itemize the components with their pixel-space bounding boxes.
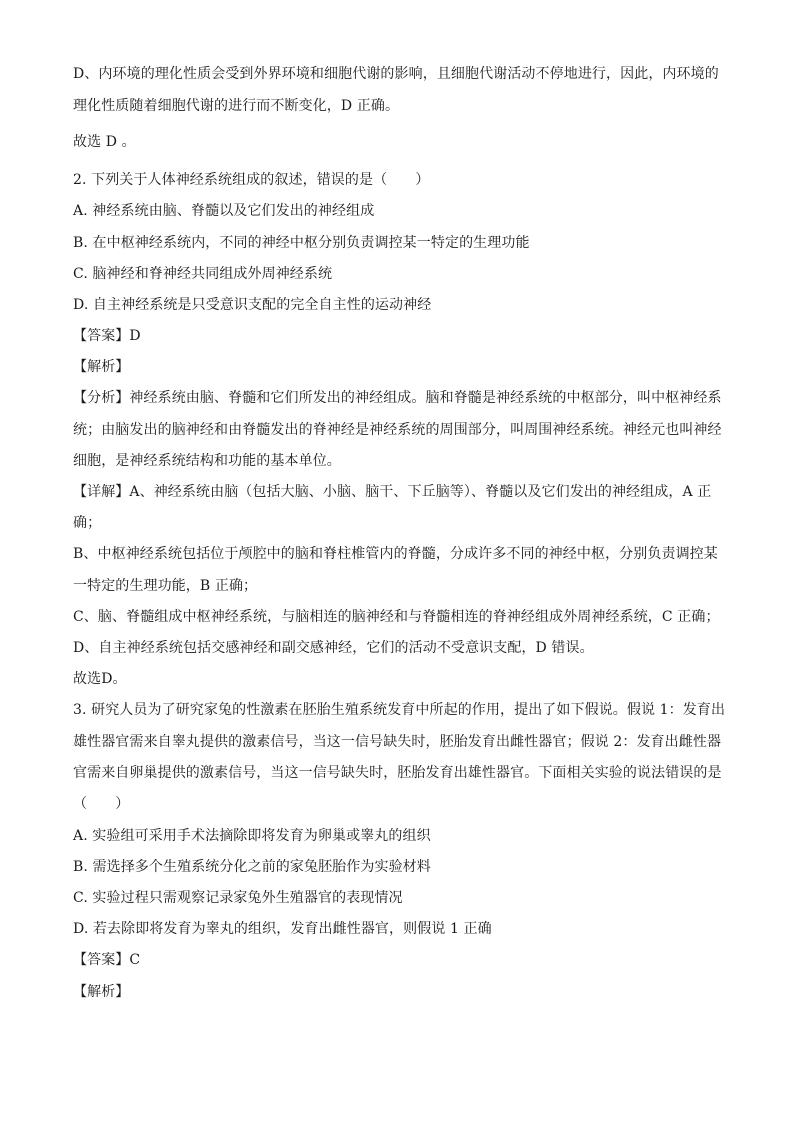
analysis-label: 【解析】 bbox=[73, 359, 130, 375]
option-d: D. 自主神经系统是只受意识支配的完全自主性的运动神经 bbox=[73, 297, 432, 313]
question-stem: 官需来自卵巢提供的激素信号，当这一信号缺失时，胚胎发育出雄性器官。下面相关实验的说法错误的是 bbox=[73, 765, 722, 781]
answer-label: 【答案】C bbox=[73, 952, 141, 968]
text-line: 故选 D 。 bbox=[73, 134, 136, 150]
option-b: B. 需选择多个生殖系统分化之前的家兔胚胎作为实验材料 bbox=[73, 859, 431, 875]
question-stem: （ ） bbox=[73, 796, 130, 812]
analysis-label: 【解析】 bbox=[73, 984, 130, 1000]
option-c: C. 脑神经和脊神经共同组成外周神经系统 bbox=[73, 266, 333, 282]
text-line: 确； bbox=[73, 515, 102, 531]
option-a: A. 实验组可采用手术法摘除即将发育为卵巢或睾丸的组织 bbox=[73, 828, 431, 844]
text-line: D、自主神经系统包括交感神经和副交感神经，它们的活动不受意识支配，D 错误。 bbox=[73, 640, 594, 656]
text-line: 故选D。 bbox=[73, 671, 127, 687]
question-stem: 雄性器官需来自睾丸提供的激素信号，当这一信号缺失时，胚胎发育出雌性器官；假说 2：发育出雌性器 bbox=[73, 734, 722, 750]
option-a: A. 神经系统由脑、脊髓以及它们发出的神经组成 bbox=[73, 203, 375, 219]
text-line: D、内环境的理化性质会受到外界环境和细胞代谢的影响，且细胞代谢活动不停地进行，因此，内环境的 bbox=[73, 66, 719, 82]
text-line: 【详解】A、神经系统由脑（包括大脑、小脑、脑干、下丘脑等）、脊髓以及它们发出的神经组成，A 正 bbox=[73, 484, 712, 500]
text-line: 【分析】神经系统由脑、脊髓和它们所发出的神经组成。脑和脊髓是神经系统的中枢部分，叫中枢神经系 bbox=[73, 390, 722, 406]
text-line: 统；由脑发出的脑神经和由脊髓发出的脊神经是神经系统的周围部分，叫周围神经系统。神经元也叫神经 bbox=[73, 422, 722, 438]
question-stem: 3. 研究人员为了研究家兔的性激素在胚胎生殖系统发育中所起的作用，提出了如下假说。假说 1：发育出 bbox=[73, 702, 726, 718]
option-d: D. 若去除即将发育为睾丸的组织，发育出雌性器官，则假说 1 正确 bbox=[73, 921, 492, 937]
text-line: B、中枢神经系统包括位于颅腔中的脑和脊柱椎管内的脊髓，分成许多不同的神经中枢，分别负责调控某 bbox=[73, 546, 718, 562]
text-line: C、脑、脊髓组成中枢神经系统，与脑相连的脑神经和与脊髓相连的脊神经组成外周神经系统，C 正确； bbox=[73, 609, 720, 625]
answer-label: 【答案】D bbox=[73, 328, 141, 344]
option-b: B. 在中枢神经系统内，不同的神经中枢分别负责调控某一特定的生理功能 bbox=[73, 235, 530, 251]
text-line: 理化性质随着细胞代谢的进行而不断变化，D 正确。 bbox=[73, 98, 400, 114]
text-line: 细胞，是神经系统结构和功能的基本单位。 bbox=[73, 453, 341, 469]
text-line: 一特定的生理功能，B 正确； bbox=[73, 578, 258, 594]
question-stem: 2. 下列关于人体神经系统组成的叙述，错误的是（ ） bbox=[73, 172, 430, 188]
option-c: C. 实验过程只需观察记录家兔外生殖器官的表现情况 bbox=[73, 890, 403, 906]
